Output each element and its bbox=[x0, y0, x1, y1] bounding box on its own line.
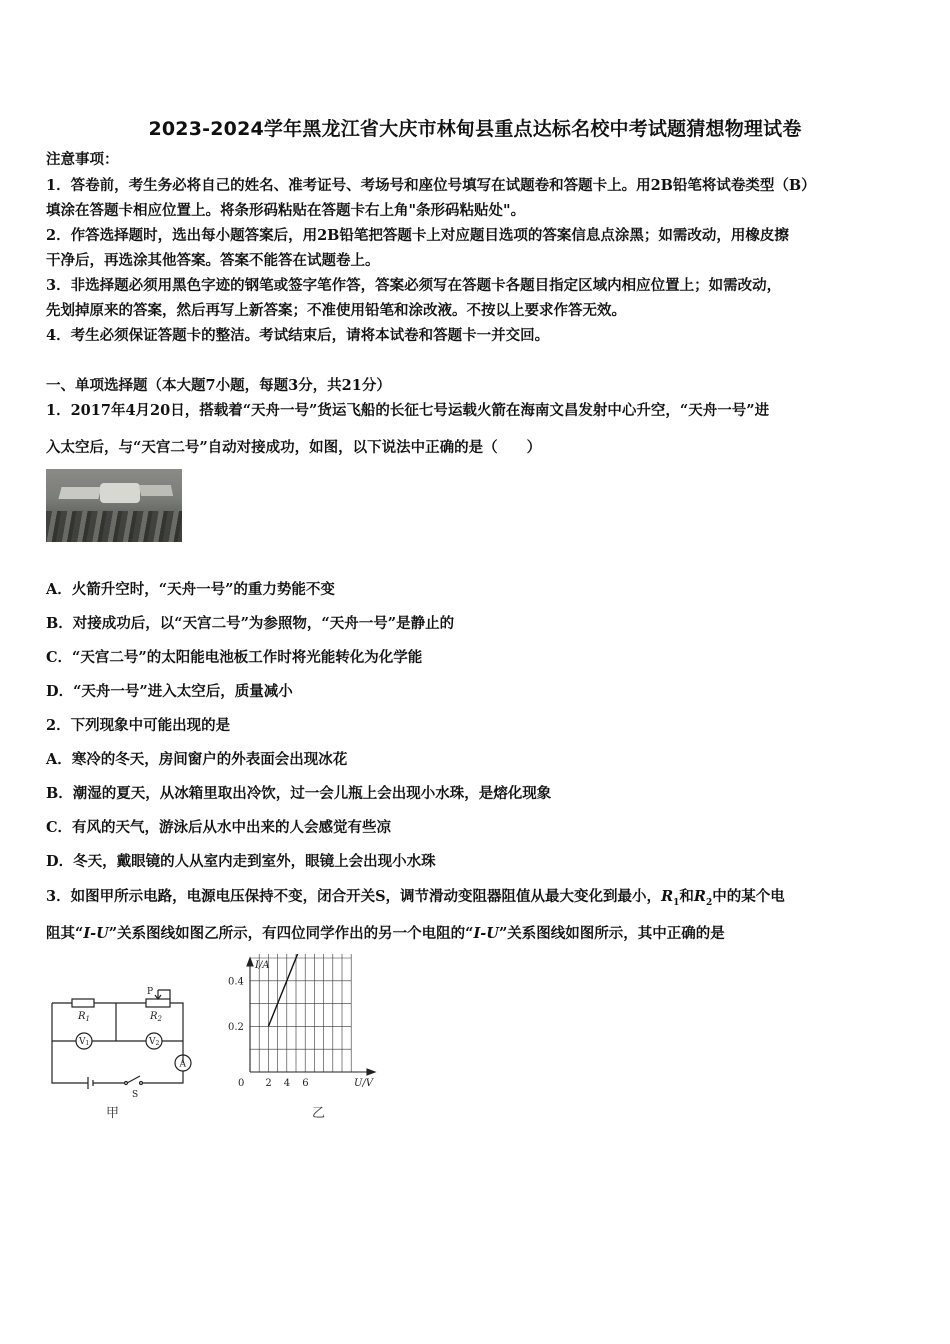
question-2-option-b: B．潮湿的夏天，从冰箱里取出冷饮，过一会儿瓶上会出现小水珠，是熔化现象 bbox=[46, 785, 552, 802]
question-1-option-a: A．火箭升空时，“天舟一号”的重力势能不变 bbox=[46, 581, 335, 598]
y-axis-arrow bbox=[247, 958, 253, 966]
question-2-stem: 2．下列现象中可能出现的是 bbox=[46, 717, 231, 734]
spacecraft-docking-photo bbox=[46, 469, 182, 542]
section-heading: 一、单项选择题（本大题7小题，每题3分，共21分） bbox=[46, 377, 391, 394]
y-axis-label: I/A bbox=[255, 960, 270, 971]
y-tick-label: 0.4 bbox=[228, 976, 244, 988]
x-tick-label: 6 bbox=[302, 1078, 309, 1089]
question-3-stem: 阻其“I-U”关系图线如图乙所示，有四位同学作出的另一个电阻的“I-U”关系图线如图所示，其中正确的是 bbox=[46, 925, 725, 942]
circuit-caption: 甲 bbox=[106, 1106, 120, 1121]
notice-line: 4．考生必须保证答题卡的整洁。考试结束后，请将本试卷和答题卡一并交回。 bbox=[46, 327, 550, 344]
v1-label: V1 bbox=[79, 1037, 90, 1047]
slider-label: P bbox=[147, 987, 154, 997]
question-2-option-c: C．有风的天气，游泳后从水中出来的人会感觉有些凉 bbox=[46, 819, 392, 836]
notice-line: 先划掉原来的答案，然后再写上新答案；不准使用铅笔和涂改液。不按以上要求作答无效。 bbox=[46, 302, 626, 319]
question-3-stem: 3．如图甲所示电路，电源电压保持不变，闭合开关S，调节滑动变阻器阻值从最大变化到最小，$R_1$和$R_2$中的某个电 bbox=[46, 888, 785, 908]
resistor-r2 bbox=[146, 999, 170, 1007]
v2-label: V2 bbox=[149, 1037, 160, 1047]
x-axis-label: U/V bbox=[354, 1078, 374, 1089]
graph-caption: 乙 bbox=[312, 1106, 326, 1121]
x-tick-label: 4 bbox=[283, 1078, 291, 1089]
circuit-diagram bbox=[40, 978, 210, 1113]
origin-label: 0 bbox=[238, 1078, 245, 1089]
notice-heading: 注意事项： bbox=[46, 151, 119, 168]
question-1-stem: 入太空后，与“天宫二号”自动对接成功，如图，以下说法中正确的是（ ） bbox=[46, 439, 542, 456]
x-tick-label: 2 bbox=[265, 1078, 272, 1089]
x-axis-arrow bbox=[367, 1069, 375, 1075]
r2-label: $R_2$ bbox=[150, 1011, 162, 1023]
question-1-option-b: B．对接成功后，以“天宫二号”为参照物，“天舟一号”是静止的 bbox=[46, 615, 455, 632]
switch-label: S bbox=[132, 1090, 139, 1100]
question-1-option-c: C．“天宫二号”的太阳能电池板工作时将光能转化为化学能 bbox=[46, 649, 423, 666]
notice-line: 2．作答选择题时，选出每小题答案后，用2B铅笔把答题卡上对应题目选项的答案信息点涂黑；如需改动，用橡皮擦 bbox=[46, 227, 789, 244]
iu-graph bbox=[222, 954, 387, 1090]
question-1-option-d: D．“天舟一号”进入太空后，质量减小 bbox=[46, 683, 293, 700]
page-title: 2023-2024学年黑龙江省大庆市林甸县重点达标名校中考试题猜想物理试卷 bbox=[148, 118, 802, 140]
a-label: A bbox=[179, 1059, 186, 1070]
r1-label: $R_1$ bbox=[78, 1011, 90, 1023]
question-2-option-a: A．寒冷的冬天，房间窗户的外表面会出现冰花 bbox=[46, 751, 348, 768]
y-tick-label: 0.2 bbox=[228, 1021, 244, 1033]
question-1-stem: 1．2017年4月20日，搭载着“天舟一号”货运飞船的长征七号运载火箭在海南文昌发射中心升空，“天舟一号”进 bbox=[46, 402, 770, 419]
question-2-option-d: D．冬天，戴眼镜的人从室内走到室外，眼镜上会出现小水珠 bbox=[46, 853, 436, 870]
notice-line: 填涂在答题卡相应位置上。将条形码粘贴在答题卡右上角"条形码粘贴处"。 bbox=[46, 202, 526, 219]
notice-line: 1．答卷前，考生务必将自己的姓名、准考证号、考场号和座位号填写在试题卷和答题卡上。用2B铅笔将试卷类型（B） bbox=[46, 177, 816, 194]
resistor-r1 bbox=[72, 999, 94, 1007]
notice-line: 3．非选择题必须用黑色字迹的钢笔或签字笔作答，答案必须写在答题卡各题目指定区域内相应位置上；如需改动， bbox=[46, 277, 782, 294]
notice-line: 干净后，再选涂其他答案。答案不能答在试题卷上。 bbox=[46, 252, 380, 269]
